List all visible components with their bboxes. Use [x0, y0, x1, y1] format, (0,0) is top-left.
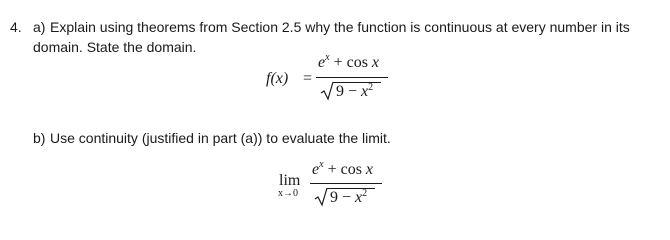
fraction-bar: [316, 77, 388, 78]
part-b-label: b): [33, 130, 46, 146]
lim-operator: lim: [279, 172, 301, 189]
limit-denominator-const: 9 −: [330, 189, 352, 206]
radical-icon: [320, 81, 334, 101]
numerator-var: x: [371, 54, 380, 71]
limit-fraction-bar: [310, 183, 382, 184]
part-a-text-line1: Explain using theorems from Section 2.5 why the function is continuous at every number in its: [50, 19, 630, 35]
part-a-text-line2: domain. State the domain.: [33, 39, 197, 55]
limit-numerator-exponent: x: [319, 159, 324, 170]
equals-sign: =: [303, 70, 313, 87]
limit-denominator-exponent: 2: [362, 188, 368, 199]
lim-subscript: x→0: [278, 188, 298, 199]
limit-numerator: [312, 161, 373, 179]
denominator-var: x: [361, 83, 369, 100]
limit-denominator: [330, 189, 367, 207]
function-lhs: f(x): [266, 70, 289, 87]
limit-denominator-var: x: [355, 189, 363, 206]
numerator-cos: + cos: [333, 54, 368, 71]
numerator-e: e: [318, 54, 326, 71]
denominator-exponent: 2: [368, 82, 374, 93]
problem-number: 4.: [10, 19, 22, 35]
numerator-exponent: x: [325, 52, 330, 63]
part-a-label: a): [33, 19, 46, 35]
limit-numerator-var: x: [365, 161, 374, 178]
limit-radical-icon: [314, 187, 328, 207]
denominator-const: 9 −: [336, 83, 358, 100]
limit-numerator-e: e: [312, 161, 320, 178]
part-b-text: Use continuity (justified in part (a)) to evaluate the limit.: [50, 130, 391, 146]
limit-numerator-cos: + cos: [327, 161, 362, 178]
function-numerator: [318, 54, 379, 72]
function-denominator: [336, 83, 373, 101]
